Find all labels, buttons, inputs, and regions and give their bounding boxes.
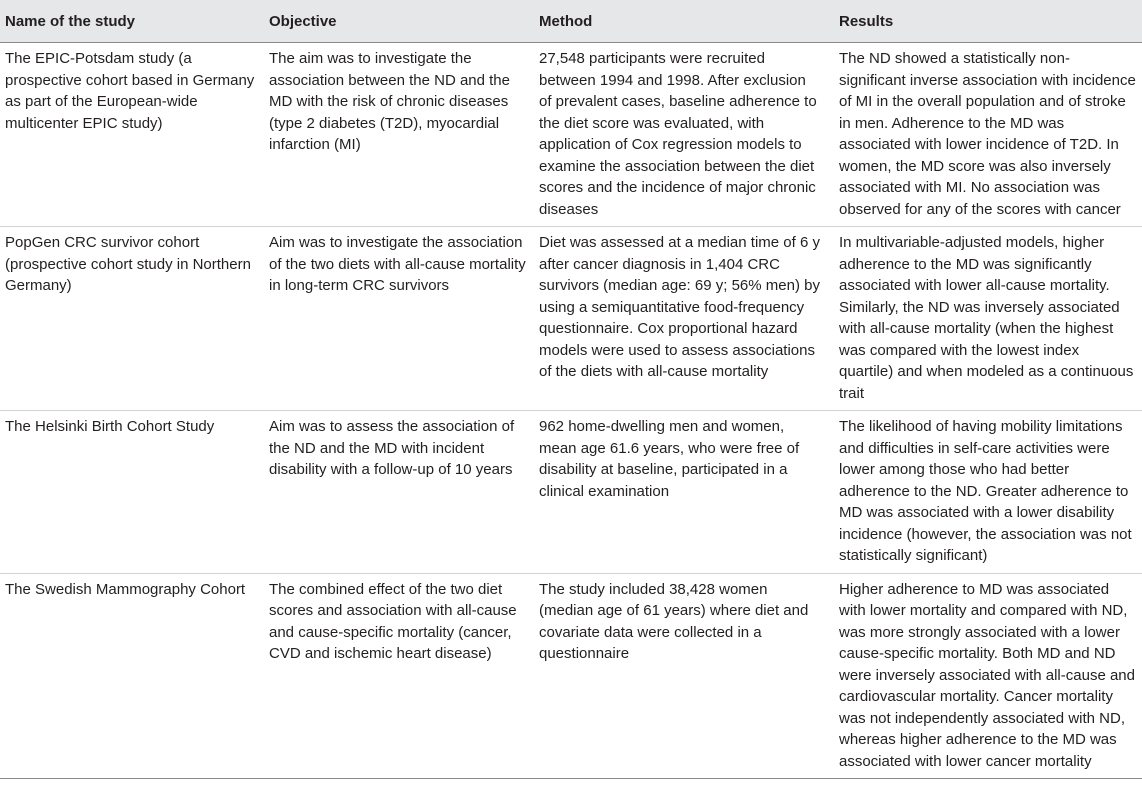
cell-results: In multivariable-adjusted models, higher adherence to the MD was significantly associated with lower all-cause mortality. Similarly, the ND was inversely associated with all-cause mortality (when the highest was compared with the lowest index quartile) and when modeled as a continuous trait	[834, 227, 1142, 411]
cell-results: The likelihood of having mobility limitations and difficulties in self-care activities were lower among those who had better adherence to the ND. Greater adherence to MD was associated with a lower disability incidence (however, the association was not statistically significant)	[834, 411, 1142, 574]
cell-method: Diet was assessed at a median time of 6 y after cancer diagnosis in 1,404 CRC survivors (median age: 69 y; 56% men) by using a semiquantitative food-frequency questionnaire. Cox proportional hazard models were used to assess associations of the diets with all-cause mortality	[534, 227, 834, 411]
cell-objective: The combined effect of the two diet scores and association with all-cause and cause-specific mortality (cancer, CVD and ischemic heart disease)	[264, 573, 534, 779]
cell-study-name: The EPIC-Potsdam study (a prospective cohort based in Germany as part of the European-wide multicenter EPIC study)	[0, 43, 264, 227]
table-row	[0, 573, 1142, 779]
cell-study-name: The Swedish Mammography Cohort	[0, 573, 264, 779]
table-row	[0, 227, 1142, 411]
cell-method: The study included 38,428 women (median age of 61 years) where diet and covariate data were collected in a questionnaire	[534, 573, 834, 779]
header-row	[0, 0, 1142, 43]
table-row	[0, 411, 1142, 574]
table-row	[0, 43, 1142, 227]
cell-objective: The aim was to investigate the association between the ND and the MD with the risk of chronic diseases (type 2 diabetes (T2D), myocardial infarction (MI)	[264, 43, 534, 227]
cell-study-name: The Helsinki Birth Cohort Study	[0, 411, 264, 574]
table-header	[0, 0, 1142, 43]
cell-results: The ND showed a statistically non-significant inverse association with incidence of MI in the overall population and of stroke in men. Adherence to the MD was associated with lower incidence of T2D. In women, the MD score was also inversely associated with MI. No association was observed for any of the scores with cancer	[834, 43, 1142, 227]
table-body	[0, 43, 1142, 779]
header-results: Results	[834, 0, 1142, 43]
cell-objective: Aim was to investigate the association of the two diets with all-cause mortality in long-term CRC survivors	[264, 227, 534, 411]
header-objective: Objective	[264, 0, 534, 43]
cell-objective: Aim was to assess the association of the ND and the MD with incident disability with a follow-up of 10 years	[264, 411, 534, 574]
cell-study-name: PopGen CRC survivor cohort (prospective cohort study in Northern Germany)	[0, 227, 264, 411]
header-method: Method	[534, 0, 834, 43]
cell-method: 962 home-dwelling men and women, mean age 61.6 years, who were free of disability at baseline, participated in a clinical examination	[534, 411, 834, 574]
cell-method: 27,548 participants were recruited between 1994 and 1998. After exclusion of prevalent cases, baseline adherence to the diet score was evaluated, with application of Cox regression models to examine the association between the diet scores and the incidence of major chronic diseases	[534, 43, 834, 227]
header-name-of-study: Name of the study	[0, 0, 264, 43]
cell-results: Higher adherence to MD was associated with lower mortality and compared with ND, was more strongly associated with a lower cause-specific mortality. Both MD and ND were inversely associated with all-cause and cardiovascular mortality. Cancer mortality was not independently associated with ND, whereas higher adherence to the MD was associated with lower cancer mortality	[834, 573, 1142, 779]
